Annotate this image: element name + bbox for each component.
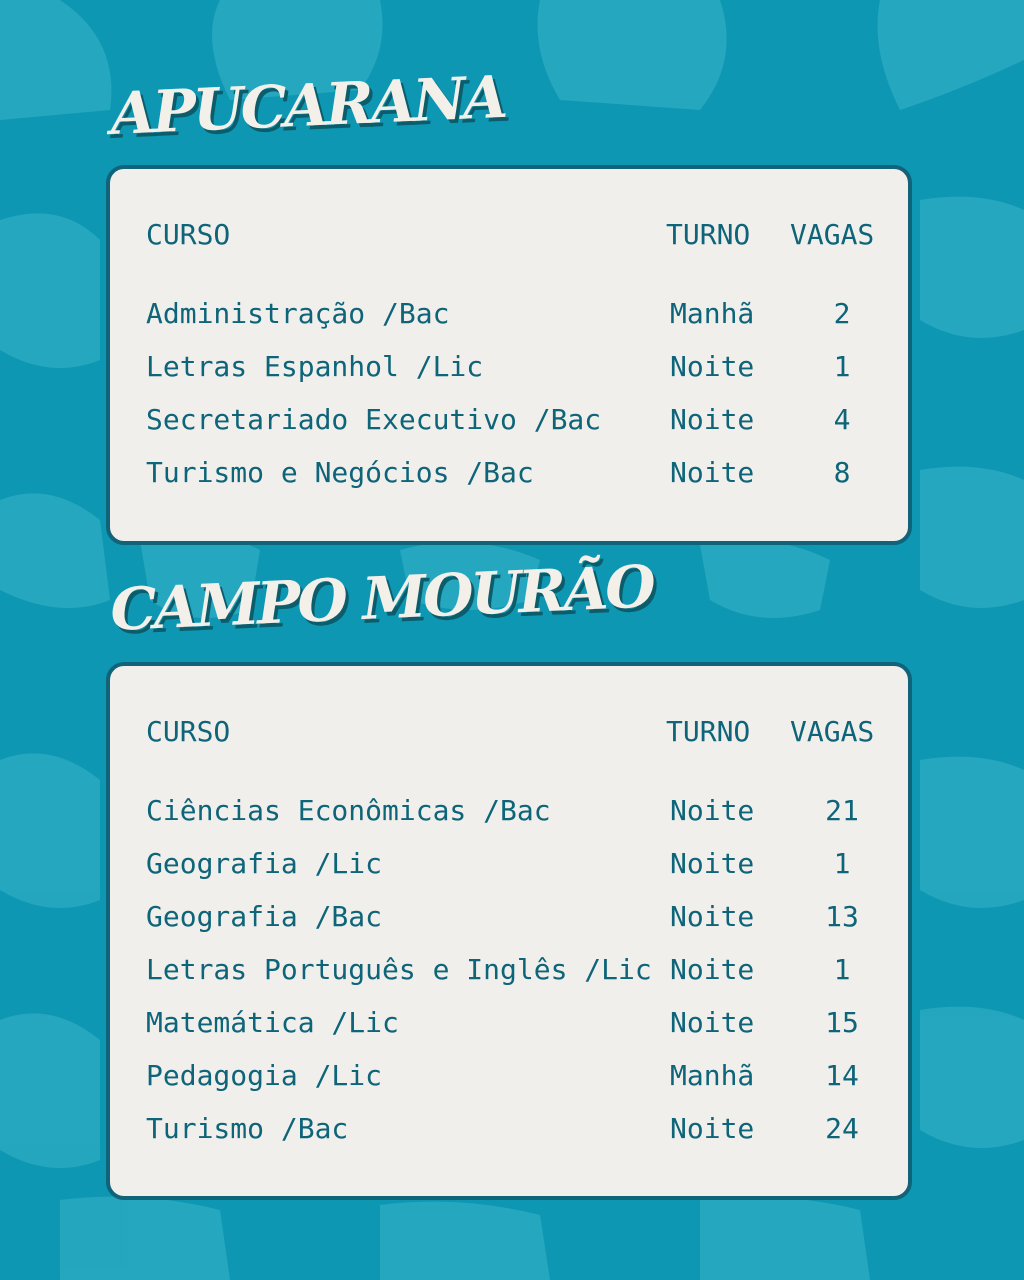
course-spots: 1 <box>833 953 851 986</box>
section-title-apucarana: APUCARANA <box>109 62 507 148</box>
header-shift: TURNO <box>666 218 751 251</box>
header-course: CURSO <box>146 715 231 748</box>
table-row <box>110 453 908 493</box>
course-shift: Noite <box>670 403 755 436</box>
course-name: Secretariado Executivo /Bac <box>146 403 602 436</box>
table-row <box>110 347 908 387</box>
table-row <box>110 400 908 440</box>
table-row <box>110 294 908 334</box>
course-shift: Manhã <box>670 297 755 330</box>
header-spots: VAGAS <box>790 218 875 251</box>
course-spots: 24 <box>825 1112 859 1145</box>
course-spots: 1 <box>833 350 851 383</box>
course-name: Letras Português e Inglês /Lic <box>146 953 652 986</box>
section-title-campo-mourao: CAMPO MOURÃO <box>109 552 655 644</box>
course-shift: Noite <box>670 456 755 489</box>
course-name: Geografia /Bac <box>146 900 383 933</box>
header-shift: TURNO <box>666 715 751 748</box>
course-shift: Noite <box>670 794 755 827</box>
course-shift: Noite <box>670 350 755 383</box>
course-spots: 2 <box>833 297 851 330</box>
table-row <box>110 1003 908 1043</box>
table-row <box>110 1109 908 1149</box>
table-header <box>110 712 908 752</box>
courses-table-campo-mourao <box>106 662 912 1200</box>
course-shift: Noite <box>670 900 755 933</box>
course-name: Matemática /Lic <box>146 1006 399 1039</box>
course-shift: Noite <box>670 1112 755 1145</box>
header-course: CURSO <box>146 218 231 251</box>
course-shift: Manhã <box>670 1059 755 1092</box>
table-row <box>110 1056 908 1096</box>
table-row <box>110 844 908 884</box>
course-spots: 13 <box>825 900 859 933</box>
course-shift: Noite <box>670 1006 755 1039</box>
course-spots: 21 <box>825 794 859 827</box>
course-name: Geografia /Lic <box>146 847 383 880</box>
course-spots: 1 <box>833 847 851 880</box>
courses-table-apucarana <box>106 165 912 545</box>
table-row <box>110 791 908 831</box>
course-spots: 8 <box>833 456 851 489</box>
course-shift: Noite <box>670 953 755 986</box>
course-name: Ciências Econômicas /Bac <box>146 794 551 827</box>
table-row <box>110 950 908 990</box>
table-header <box>110 215 908 255</box>
course-shift: Noite <box>670 847 755 880</box>
course-spots: 15 <box>825 1006 859 1039</box>
table-row <box>110 897 908 937</box>
course-spots: 14 <box>825 1059 859 1092</box>
course-name: Pedagogia /Lic <box>146 1059 383 1092</box>
course-name: Letras Espanhol /Lic <box>146 350 484 383</box>
header-spots: VAGAS <box>790 715 875 748</box>
course-spots: 4 <box>833 403 851 436</box>
course-name: Administração /Bac <box>146 297 450 330</box>
course-name: Turismo /Bac <box>146 1112 349 1145</box>
course-name: Turismo e Negócios /Bac <box>146 456 534 489</box>
